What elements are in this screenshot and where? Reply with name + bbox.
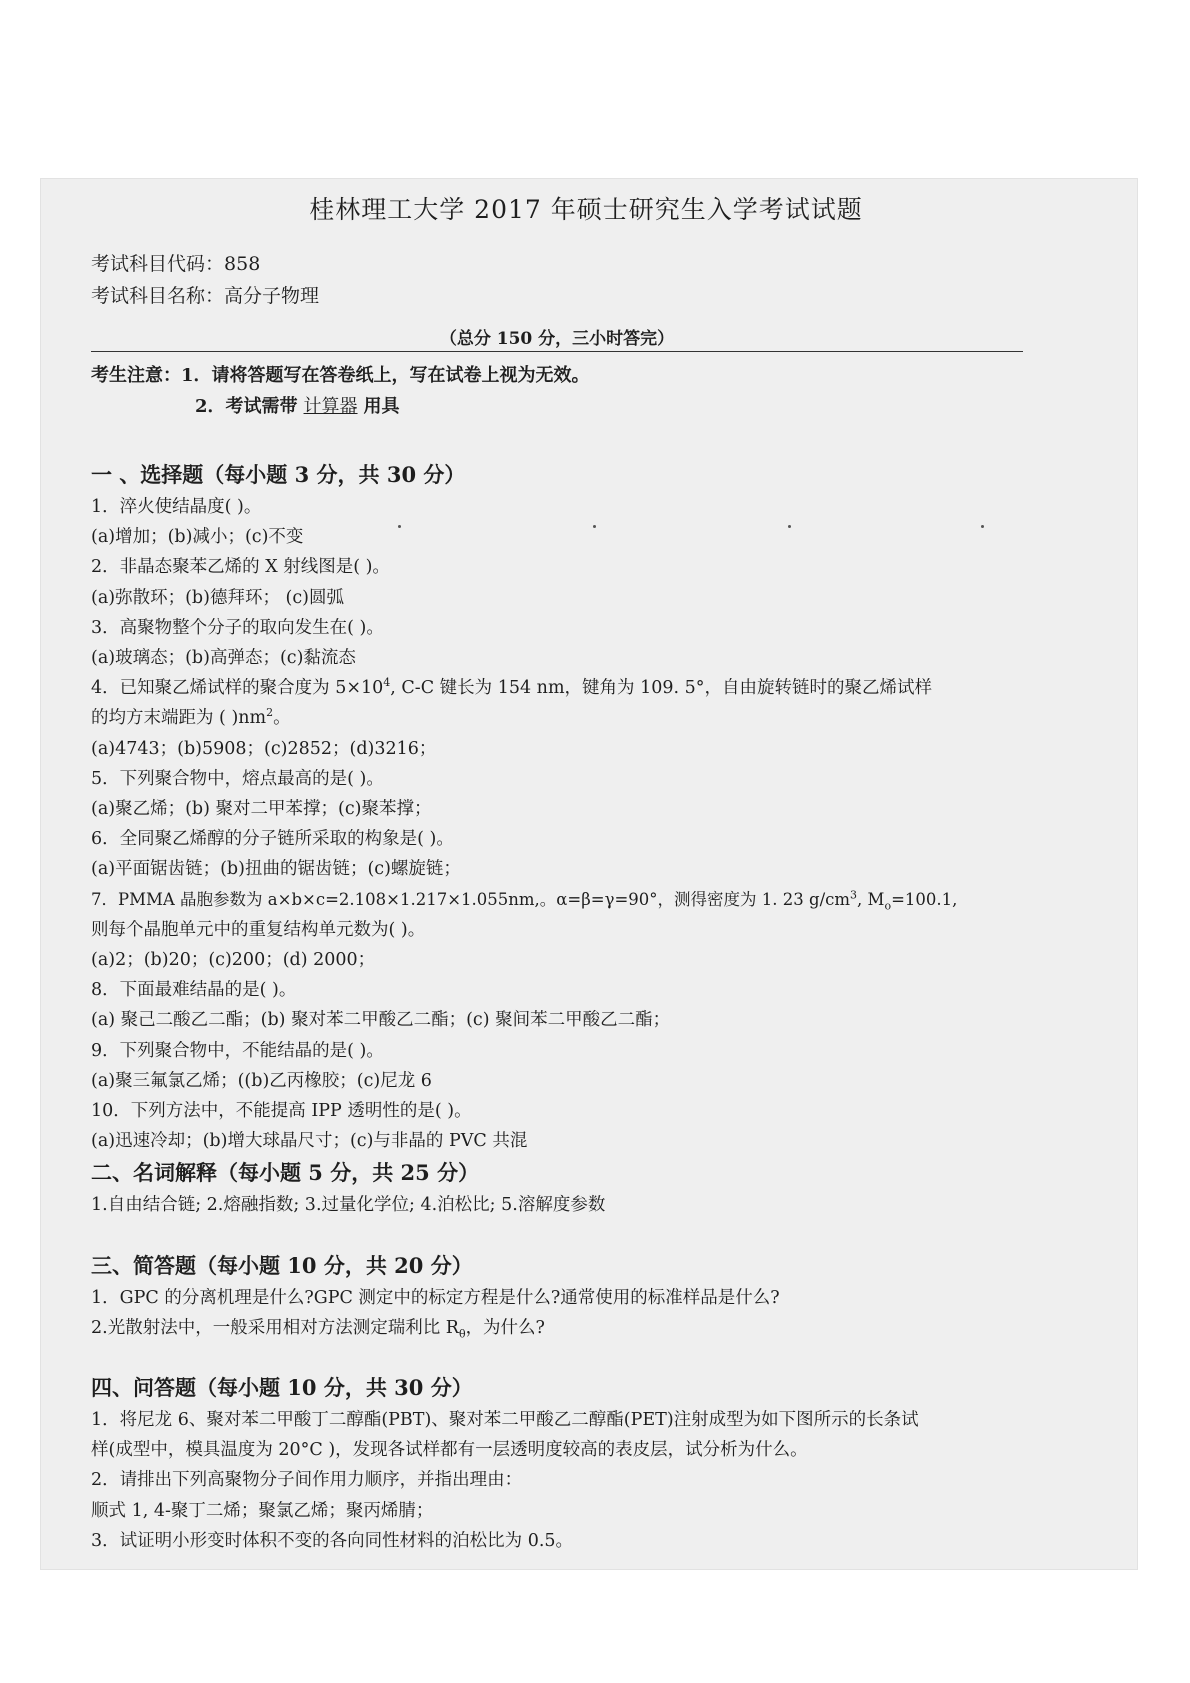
section-1-line: (a)聚乙烯；(b) 聚对二甲苯撑；(c)聚苯撑； <box>91 799 432 820</box>
q4-text-c: 的均方末端距为 ( )nm <box>91 708 267 729</box>
section-2-title: 二、名词解释（每小题 5 分，共 25 分） <box>91 1160 480 1186</box>
section-4-question-2-line-2: 顺式 1, 4-聚丁二烯；聚氯乙烯；聚丙烯腈； <box>91 1500 434 1521</box>
exam-title: 桂林理工大学 2017 年硕士研究生入学考试试题 <box>309 195 863 224</box>
s3-q2-text-a: 2.光散射法中，一般采用相对方法测定瑞利比 R <box>91 1317 459 1338</box>
section-1-title: 一 、选择题（每小题 3 分，共 30 分） <box>91 462 466 487</box>
q7-text-a: 7．PMMA 晶胞参数为 a×b×c=2.108×1.217×1.055nm,。α=β=γ=90°，测得密度为 1. 23 g/cm <box>91 889 851 909</box>
question-4-line-1 <box>91 673 1081 703</box>
section-4-question-3: 3．试证明小形变时体积不变的各向同性材料的泊松比为 0.5。 <box>91 1530 574 1551</box>
q4-exponent: 4 <box>383 676 391 690</box>
section-4-question-2-line-1: 2．请排出下列高聚物分子间作用力顺序，并指出理由： <box>91 1470 523 1491</box>
section-1-line: (a)2；(b)20；(c)200；(d) 2000； <box>91 950 376 971</box>
subject-code-label: 考试科目代码： <box>91 253 225 275</box>
candidate-notice <box>91 360 1081 422</box>
notice-item-2 <box>91 391 1081 422</box>
question-7-line-2: 则每个晶胞单元中的重复结构单元数为( )。 <box>91 919 426 940</box>
q7-subscript: o <box>884 898 892 912</box>
subject-name: 高分子物理 <box>224 285 320 307</box>
section-1-line: (a)玻璃态；(b)高弹态；(c)黏流态 <box>91 648 356 669</box>
q4-text-a: 4．已知聚乙烯试样的聚合度为 5×10 <box>91 678 384 699</box>
notice-item-2-after: 用具 <box>363 396 400 417</box>
notice-item-1 <box>91 360 1081 391</box>
section-1-line: (a)弥散环；(b)德拜环； (c)圆弧 <box>91 587 344 608</box>
exam-content <box>91 190 1081 1556</box>
section-1-line: 2．非晶态聚苯乙烯的 X 射线图是( )。 <box>91 557 390 578</box>
total-info: （总分 150 分，三小时答完） <box>91 324 1023 352</box>
section-3-question-1: 1．GPC 的分离机理是什么?GPC 测定中的标定方程是什么?通常使用的标准样品是什么? <box>91 1287 780 1308</box>
subject-code: 858 <box>224 253 261 275</box>
q4-text-b: , C-C 键长为 154 nm，键角为 109. 5°，自由旋转链时的聚乙烯试样 <box>390 678 933 699</box>
section-1-line: 3．高聚物整个分子的取向发生在( )。 <box>91 617 384 638</box>
section-4-title: 四、问答题（每小题 10 分，共 30 分） <box>91 1375 473 1401</box>
q7-exponent: 3 <box>850 888 858 902</box>
section-3-title: 三、简答题（每小题 10 分，共 20 分） <box>91 1252 473 1278</box>
section-1-line: 9．下列聚合物中，不能结晶的是( )。 <box>91 1040 384 1061</box>
section-4-question-1-line-2: 样(成型中，模具温度为 20°C )，发现各试样都有一层透明度较高的表皮层，试分析为什么。 <box>91 1440 808 1461</box>
section-1-line: (a)增加；(b)减小；(c)不变 <box>91 527 304 548</box>
section-1-line: (a)平面锯齿链；(b)扭曲的锯齿链；(c)螺旋链； <box>91 859 461 880</box>
subject-name-label: 考试科目名称： <box>91 285 225 307</box>
question-7-line-1 <box>91 885 1081 915</box>
section-1-line: 6．全同聚乙烯醇的分子链所采取的构象是( )。 <box>91 829 454 850</box>
notice-item-1-text: 1．请将答题写在答卷纸上，写在试卷上视为无效。 <box>181 365 590 386</box>
q4-exponent-2: 2 <box>266 706 274 720</box>
q7-text-b: , M <box>857 889 885 909</box>
notice-prefix: 考生注意： <box>91 365 181 386</box>
section-1-line: (a)4743；(b)5908；(c)2852；(d)3216； <box>91 738 437 759</box>
section-3-question-2 <box>91 1313 1081 1343</box>
section-1-line: 5．下列聚合物中，熔点最高的是( )。 <box>91 768 384 789</box>
section-1-line: 10．下列方法中，不能提高 IPP 透明性的是( )。 <box>91 1101 472 1122</box>
section-1-line: 8．下面最难结晶的是( )。 <box>91 980 297 1001</box>
notice-tool: 计算器 <box>303 396 358 417</box>
s3-q2-text-b: ，为什么? <box>465 1317 545 1338</box>
subject-code-row <box>91 248 1081 280</box>
q4-text-d: 。 <box>273 708 291 729</box>
section-4-question-1-line-1: 1．将尼龙 6、聚对苯二甲酸丁二醇酯(PBT)、聚对苯二甲酸乙二醇酯(PET)注射成型为如下图所示的长条试 <box>91 1410 919 1431</box>
section-1-line: (a)迅速冷却；(b)增大球晶尺寸；(c)与非晶的 PVC 共混 <box>91 1131 528 1152</box>
section-1-line: (a) 聚己二酸乙二酯；(b) 聚对苯二甲酸乙二酯；(c) 聚间苯二甲酸乙二酯； <box>91 1010 671 1031</box>
question-4-line-2 <box>91 703 1081 733</box>
section-1-line: 1．淬火使结晶度( )。 <box>91 497 262 517</box>
s3-q2-subscript: θ <box>458 1327 466 1341</box>
notice-item-2-before: 2．考试需带 <box>195 396 298 417</box>
section-2-line: 1.自由结合链; 2.熔融指数; 3.过量化学位; 4.泊松比; 5.溶解度参数 <box>91 1195 606 1216</box>
section-1-line: (a)聚三氟氯乙烯；((b)乙丙橡胶；(c)尼龙 6 <box>91 1070 432 1091</box>
q7-text-c: =100.1, <box>891 889 958 909</box>
subject-name-row <box>91 280 1081 312</box>
